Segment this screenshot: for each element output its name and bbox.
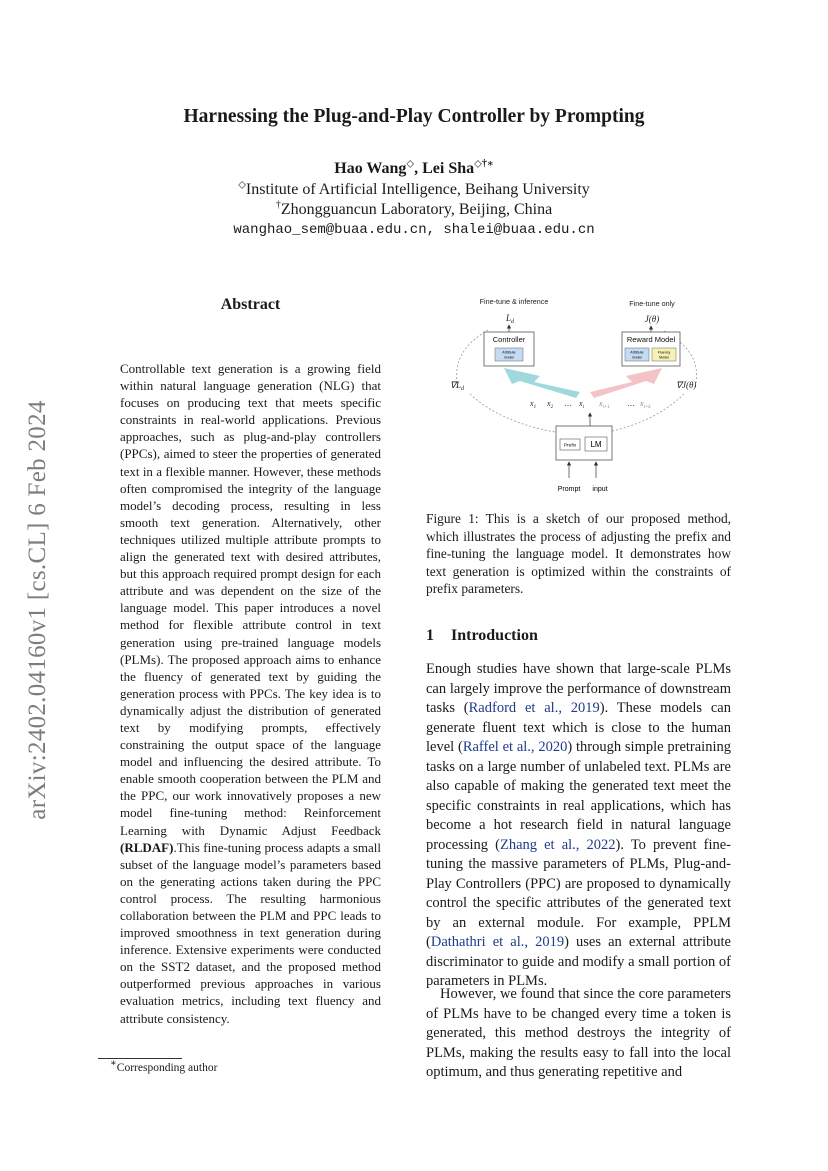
token-xi: $x_i$ — [579, 399, 584, 410]
reward-attribute-label: Attribute — [630, 350, 644, 355]
section-number: 1 — [426, 627, 434, 644]
intro-text: ). To prevent fine-tuning the massive parameters of PLMs, Plug-and-Play Controllers (PPC) are proposed to dynamically control the specific attributes of the generated text by an external module. For example, PPLM ( — [426, 836, 732, 950]
author-mark: ◇ — [406, 158, 415, 170]
token-ellipsis: … — [627, 399, 635, 408]
fluency-model-label: Model — [659, 355, 669, 360]
dashed-arc-left — [457, 330, 488, 387]
affiliation-mark: † — [275, 199, 281, 211]
loss-ld-label: $L_d$ — [506, 313, 515, 325]
footnote-text: Corresponding author — [116, 1062, 218, 1074]
affiliation-line — [0, 181, 828, 199]
section-heading-introduction — [426, 627, 538, 645]
prompt-label: Prompt — [557, 486, 581, 493]
dashed-arc-bottom-left — [470, 394, 555, 432]
teal-gradient-arrow — [504, 368, 580, 398]
loss-j-theta-label: J(θ) — [644, 314, 660, 324]
abstract-text: .This fine-tuning process adapts a small subset of the language model’s parameters based on the generating actions taken during the PPC control process. The resulting harmonious collaboration between the PLM and PPC leads to improved smoothness in text generation during inference. Extensive experiments were conducted on the SST2 dataset, and the proposed method outperformed previous approaches in various evaluation metrics, including text fluency and attribute consistency. — [120, 839, 381, 1026]
token-xik: $x_{i+k}$ — [640, 399, 651, 410]
controller-label: Controller — [492, 335, 526, 344]
abstract-body — [120, 360, 381, 1027]
token-x2: $x_2$ — [547, 399, 554, 410]
attribute-model-label: Attribute — [502, 350, 516, 355]
lm-label: LM — [590, 440, 602, 449]
affiliation-mark: ◇ — [238, 179, 246, 191]
author-emails[interactable]: wanghao_sem@buaa.edu.cn, shalei@buaa.edu.cn — [233, 222, 595, 238]
citation-link[interactable]: Zhang et al., 2022 — [499, 836, 616, 853]
affiliation-line — [0, 201, 828, 219]
affiliation-text: Institute of Artificial Intelligence, Beihang University — [245, 181, 590, 198]
author-line — [0, 160, 828, 178]
prefix-label: Prefix — [563, 443, 577, 449]
author-name: Hao Wang — [334, 160, 407, 177]
token-ellipsis: … — [564, 399, 572, 408]
figure-1-caption: Figure 1: This is a sketch of our proposed method, which illustrates the process of adjusting the prefix and fine-tuning the language model. It demonstrates how text generation is optimized within the constraints of prefix parameters. — [426, 511, 731, 597]
intro-paragraph-1 — [426, 660, 731, 992]
arxiv-id-text: arXiv:2402.04160v1 [cs.CL] 6 Feb 2024 — [24, 400, 51, 820]
token-sequence — [529, 399, 651, 410]
pink-gradient-arrow — [590, 368, 662, 398]
reward-model-label: Reward Model — [626, 335, 676, 344]
input-label: input — [592, 486, 608, 493]
reward-attribute-label: model — [632, 355, 642, 360]
grad-ld-label: $\nabla L_d$ — [450, 380, 465, 392]
fine-tune-inference-label: Fine-tune & inference — [479, 297, 549, 306]
grad-j-theta-label: ∇J(θ) — [676, 380, 697, 390]
intro-paragraph-2: However, we found that since the core parameters of PLMs have to be changed every time a token is generated, this method destroys the integrity of PLMs, making the results easy to fall into the local optimum, and thus generating repetitive and — [426, 986, 731, 1080]
citation-link[interactable]: Dathathri et al., 2019 — [430, 934, 565, 950]
token-x1: $x_1$ — [530, 399, 537, 410]
author-name: Lei Sha — [422, 160, 475, 177]
arxiv-side-stamp — [18, 380, 58, 840]
citation-link[interactable]: Raffel et al., 2020 — [462, 739, 568, 755]
figure-1-diagram — [440, 292, 716, 500]
abstract-text: Controllable text generation is a growing field within natural language generation (NLG) that focuses on producing text that meets specific constraints in real-world applications. Previous approaches, such as plug-and-play controllers (PPCs), aimed to steer the properties of generated text in a flexible manner. However, these methods often compromised the integrity of the language model’s decoding process, resulting in less smooth text generation. Alternatively, other techniques utilized multiple attribute prompts to align the generated text with desired attributes, but this approach required prompt design for each attribute and was dependent on the size of the language model. This paper introduces a novel method for flexible attribute control in text generation using pre-trained language models (PLMs). The proposed approach aims to enhance the fluency of generated text by guiding the generation process with PPCs. The key idea is to dynamically adjust the distribution of generated text by modifying prompts, effectively constraining the output space of the language model and influencing the desired attribute. To enable smooth cooperation between the PLM and the PPC, our work innovatively proposes a new model fine-tuning method: Reinforcement Learning with Dynamic Adjust Feedback — [120, 361, 381, 838]
footnote — [110, 1058, 218, 1074]
dashed-arc-bottom-right — [608, 394, 684, 432]
token-xi1: $x_{i+1}$ — [599, 399, 610, 410]
intro-text: ). These models can generate fluent text which is close to the human level ( — [426, 700, 731, 755]
intro-text: ) uses an external attribute discriminator to guide and modify a small portion of parameters in PLMs. — [426, 934, 731, 989]
affiliation-text: Zhongguancun Laboratory, Beijing, China — [280, 201, 553, 218]
author-mark: ◇†∗ — [474, 158, 494, 170]
fine-tune-only-label: Fine-tune only — [629, 299, 675, 308]
attribute-model-label: model — [504, 355, 514, 360]
abstract-bold-term: (RLDAF) — [120, 839, 174, 855]
abstract-heading: Abstract — [220, 296, 281, 313]
section-title: Introduction — [451, 627, 538, 644]
citation-link[interactable]: Radford et al., 2019 — [468, 700, 600, 716]
paper-title: Harnessing the Plug-and-Play Controller by Prompting — [183, 106, 645, 127]
author-separator: , — [414, 160, 423, 177]
intro-text: Enough studies have shown that large-scale PLMs can largely improve the performance of downstream tasks ( — [426, 661, 731, 716]
footnote-mark: ∗ — [110, 1058, 117, 1070]
intro-text: ) through simple pretraining tasks on a large number of unlabeled text. PLMs are also capable of making the generated text meet the specific constraints in real applications, which has become a hot research field in natural language processing ( — [426, 739, 731, 853]
fluency-model-label: Fluency — [657, 350, 671, 355]
